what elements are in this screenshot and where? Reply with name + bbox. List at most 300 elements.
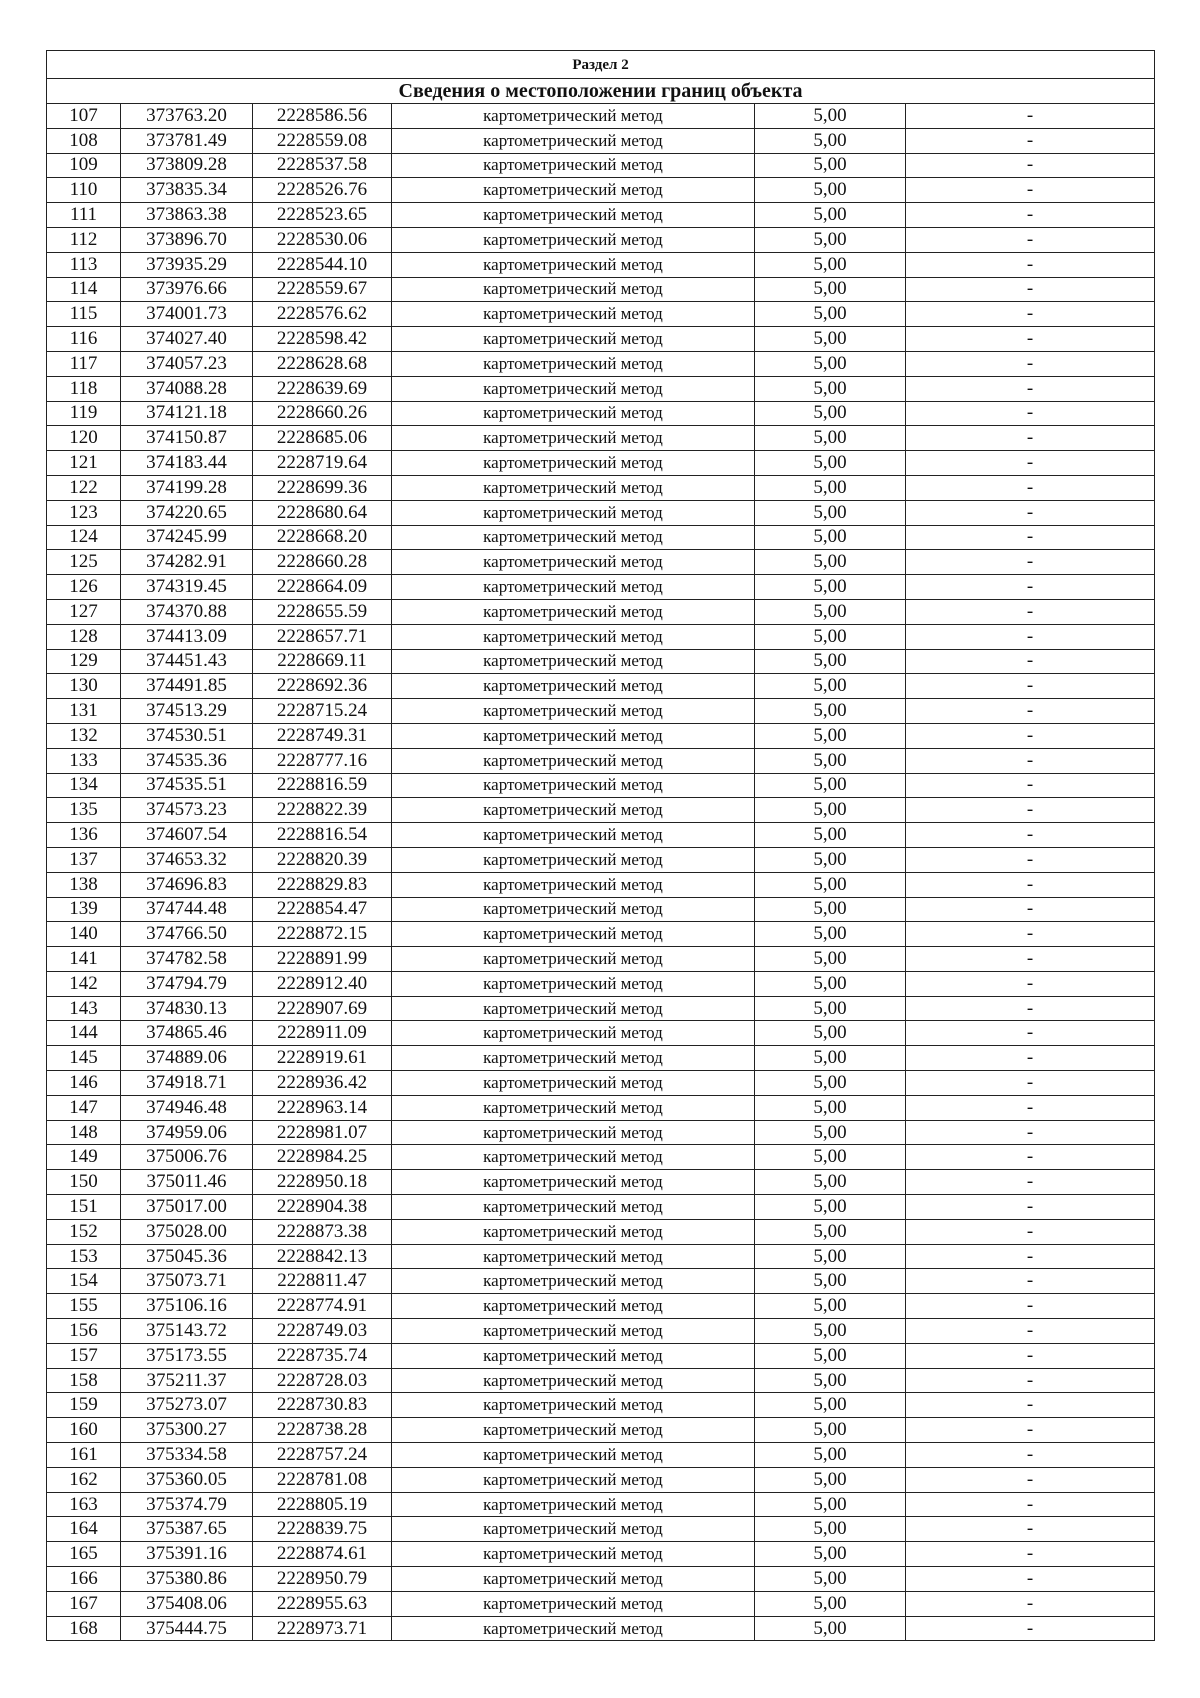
- x-coordinate-cell: 374057.23: [121, 351, 253, 376]
- point-number-cell: 164: [47, 1517, 121, 1542]
- point-number-cell: 152: [47, 1219, 121, 1244]
- description-cell: -: [906, 153, 1155, 178]
- accuracy-cell: 5,00: [755, 674, 906, 699]
- table-row: [47, 1269, 1155, 1294]
- table-row: [47, 1567, 1155, 1592]
- description-cell: -: [906, 922, 1155, 947]
- table-row: [47, 872, 1155, 897]
- x-coordinate-cell: 375444.75: [121, 1616, 253, 1641]
- accuracy-cell: 5,00: [755, 1269, 906, 1294]
- table-row: [47, 723, 1155, 748]
- table-row: [47, 798, 1155, 823]
- method-cell: картометрический метод: [392, 1095, 755, 1120]
- point-number-cell: 122: [47, 475, 121, 500]
- y-coordinate-cell: 2228829.83: [253, 872, 392, 897]
- description-cell: -: [906, 104, 1155, 129]
- description-cell: -: [906, 748, 1155, 773]
- y-coordinate-cell: 2228628.68: [253, 351, 392, 376]
- y-coordinate-cell: 2228692.36: [253, 674, 392, 699]
- table-row: [47, 302, 1155, 327]
- point-number-cell: 142: [47, 971, 121, 996]
- accuracy-cell: 5,00: [755, 897, 906, 922]
- point-number-cell: 168: [47, 1616, 121, 1641]
- y-coordinate-cell: 2228639.69: [253, 376, 392, 401]
- accuracy-cell: 5,00: [755, 947, 906, 972]
- method-cell: картометрический метод: [392, 1269, 755, 1294]
- x-coordinate-cell: 375006.76: [121, 1145, 253, 1170]
- point-number-cell: 148: [47, 1120, 121, 1145]
- table-row: [47, 1046, 1155, 1071]
- table-row: [47, 624, 1155, 649]
- point-number-cell: 141: [47, 947, 121, 972]
- description-cell: -: [906, 203, 1155, 228]
- description-cell: -: [906, 1195, 1155, 1220]
- method-cell: картометрический метод: [392, 550, 755, 575]
- y-coordinate-cell: 2228598.42: [253, 327, 392, 352]
- method-cell: картометрический метод: [392, 475, 755, 500]
- description-cell: -: [906, 1492, 1155, 1517]
- description-cell: -: [906, 426, 1155, 451]
- table-row: [47, 451, 1155, 476]
- x-coordinate-cell: 374513.29: [121, 699, 253, 724]
- accuracy-cell: 5,00: [755, 1195, 906, 1220]
- table-row: [47, 1616, 1155, 1641]
- method-cell: картометрический метод: [392, 575, 755, 600]
- table-row: [47, 500, 1155, 525]
- description-cell: -: [906, 1467, 1155, 1492]
- y-coordinate-cell: 2228912.40: [253, 971, 392, 996]
- x-coordinate-cell: 374220.65: [121, 500, 253, 525]
- y-coordinate-cell: 2228842.13: [253, 1244, 392, 1269]
- description-cell: -: [906, 1120, 1155, 1145]
- accuracy-cell: 5,00: [755, 599, 906, 624]
- accuracy-cell: 5,00: [755, 798, 906, 823]
- x-coordinate-cell: 374370.88: [121, 599, 253, 624]
- description-cell: -: [906, 897, 1155, 922]
- accuracy-cell: 5,00: [755, 178, 906, 203]
- method-cell: картометрический метод: [392, 897, 755, 922]
- point-number-cell: 163: [47, 1492, 121, 1517]
- method-cell: картометрический метод: [392, 649, 755, 674]
- y-coordinate-cell: 2228523.65: [253, 203, 392, 228]
- accuracy-cell: 5,00: [755, 227, 906, 252]
- description-cell: -: [906, 699, 1155, 724]
- method-cell: картометрический метод: [392, 1492, 755, 1517]
- y-coordinate-cell: 2228559.67: [253, 277, 392, 302]
- y-coordinate-cell: 2228660.28: [253, 550, 392, 575]
- table-row: [47, 1071, 1155, 1096]
- y-coordinate-cell: 2228774.91: [253, 1294, 392, 1319]
- method-cell: картометрический метод: [392, 104, 755, 129]
- x-coordinate-cell: 374535.36: [121, 748, 253, 773]
- table-row: [47, 1591, 1155, 1616]
- accuracy-cell: 5,00: [755, 1219, 906, 1244]
- description-cell: -: [906, 674, 1155, 699]
- accuracy-cell: 5,00: [755, 475, 906, 500]
- x-coordinate-cell: 374088.28: [121, 376, 253, 401]
- y-coordinate-cell: 2228749.31: [253, 723, 392, 748]
- method-cell: картометрический метод: [392, 302, 755, 327]
- accuracy-cell: 5,00: [755, 153, 906, 178]
- point-number-cell: 121: [47, 451, 121, 476]
- description-cell: -: [906, 1294, 1155, 1319]
- point-number-cell: 134: [47, 773, 121, 798]
- y-coordinate-cell: 2228777.16: [253, 748, 392, 773]
- table-row: [47, 1467, 1155, 1492]
- description-cell: -: [906, 1071, 1155, 1096]
- description-cell: -: [906, 351, 1155, 376]
- table-row: [47, 699, 1155, 724]
- table-row: [47, 376, 1155, 401]
- method-cell: картометрический метод: [392, 1319, 755, 1344]
- point-number-cell: 146: [47, 1071, 121, 1096]
- description-cell: -: [906, 1567, 1155, 1592]
- y-coordinate-cell: 2228950.18: [253, 1170, 392, 1195]
- y-coordinate-cell: 2228757.24: [253, 1443, 392, 1468]
- boundary-coordinates-table: [46, 50, 1155, 1641]
- point-number-cell: 133: [47, 748, 121, 773]
- y-coordinate-cell: 2228891.99: [253, 947, 392, 972]
- method-cell: картометрический метод: [392, 1120, 755, 1145]
- x-coordinate-cell: 375173.55: [121, 1343, 253, 1368]
- point-number-cell: 112: [47, 227, 121, 252]
- description-cell: -: [906, 451, 1155, 476]
- method-cell: картометрический метод: [392, 872, 755, 897]
- y-coordinate-cell: 2228526.76: [253, 178, 392, 203]
- accuracy-cell: 5,00: [755, 1294, 906, 1319]
- description-cell: -: [906, 1219, 1155, 1244]
- point-number-cell: 125: [47, 550, 121, 575]
- accuracy-cell: 5,00: [755, 1467, 906, 1492]
- y-coordinate-cell: 2228749.03: [253, 1319, 392, 1344]
- table-row: [47, 1393, 1155, 1418]
- x-coordinate-cell: 375211.37: [121, 1368, 253, 1393]
- x-coordinate-cell: 373781.49: [121, 128, 253, 153]
- point-number-cell: 131: [47, 699, 121, 724]
- description-cell: -: [906, 178, 1155, 203]
- table-row: [47, 351, 1155, 376]
- x-coordinate-cell: 374245.99: [121, 525, 253, 550]
- accuracy-cell: 5,00: [755, 104, 906, 129]
- accuracy-cell: 5,00: [755, 128, 906, 153]
- table-row: [47, 1343, 1155, 1368]
- point-number-cell: 155: [47, 1294, 121, 1319]
- description-cell: -: [906, 1443, 1155, 1468]
- y-coordinate-cell: 2228544.10: [253, 252, 392, 277]
- y-coordinate-cell: 2228873.38: [253, 1219, 392, 1244]
- x-coordinate-cell: 374150.87: [121, 426, 253, 451]
- x-coordinate-cell: 374946.48: [121, 1095, 253, 1120]
- method-cell: картометрический метод: [392, 996, 755, 1021]
- method-cell: картометрический метод: [392, 922, 755, 947]
- x-coordinate-cell: 373935.29: [121, 252, 253, 277]
- accuracy-cell: 5,00: [755, 1120, 906, 1145]
- method-cell: картометрический метод: [392, 500, 755, 525]
- y-coordinate-cell: 2228984.25: [253, 1145, 392, 1170]
- method-cell: картометрический метод: [392, 1244, 755, 1269]
- point-number-cell: 128: [47, 624, 121, 649]
- description-cell: -: [906, 302, 1155, 327]
- accuracy-cell: 5,00: [755, 1542, 906, 1567]
- table-row: [47, 1219, 1155, 1244]
- method-cell: картометрический метод: [392, 1071, 755, 1096]
- x-coordinate-cell: 374027.40: [121, 327, 253, 352]
- description-cell: -: [906, 252, 1155, 277]
- method-cell: картометрический метод: [392, 1443, 755, 1468]
- table-row: [47, 1021, 1155, 1046]
- accuracy-cell: 5,00: [755, 823, 906, 848]
- table-row: [47, 674, 1155, 699]
- document-page: [46, 50, 1154, 1641]
- point-number-cell: 123: [47, 500, 121, 525]
- point-number-cell: 130: [47, 674, 121, 699]
- y-coordinate-cell: 2228735.74: [253, 1343, 392, 1368]
- accuracy-cell: 5,00: [755, 922, 906, 947]
- x-coordinate-cell: 374183.44: [121, 451, 253, 476]
- method-cell: картометрический метод: [392, 1145, 755, 1170]
- y-coordinate-cell: 2228537.58: [253, 153, 392, 178]
- x-coordinate-cell: 374696.83: [121, 872, 253, 897]
- accuracy-cell: 5,00: [755, 1368, 906, 1393]
- point-number-cell: 143: [47, 996, 121, 1021]
- table-row: [47, 1170, 1155, 1195]
- point-number-cell: 137: [47, 847, 121, 872]
- point-number-cell: 153: [47, 1244, 121, 1269]
- point-number-cell: 145: [47, 1046, 121, 1071]
- description-cell: -: [906, 1343, 1155, 1368]
- description-cell: -: [906, 227, 1155, 252]
- accuracy-cell: 5,00: [755, 1145, 906, 1170]
- accuracy-cell: 5,00: [755, 723, 906, 748]
- x-coordinate-cell: 373809.28: [121, 153, 253, 178]
- table-row: [47, 599, 1155, 624]
- method-cell: картометрический метод: [392, 525, 755, 550]
- x-coordinate-cell: 375045.36: [121, 1244, 253, 1269]
- x-coordinate-cell: 375143.72: [121, 1319, 253, 1344]
- point-number-cell: 158: [47, 1368, 121, 1393]
- method-cell: картометрический метод: [392, 823, 755, 848]
- accuracy-cell: 5,00: [755, 575, 906, 600]
- y-coordinate-cell: 2228816.59: [253, 773, 392, 798]
- description-cell: -: [906, 1170, 1155, 1195]
- method-cell: картометрический метод: [392, 1616, 755, 1641]
- table-row: [47, 1319, 1155, 1344]
- accuracy-cell: 5,00: [755, 500, 906, 525]
- accuracy-cell: 5,00: [755, 1418, 906, 1443]
- table-row: [47, 1368, 1155, 1393]
- method-cell: картометрический метод: [392, 128, 755, 153]
- point-number-cell: 118: [47, 376, 121, 401]
- x-coordinate-cell: 373763.20: [121, 104, 253, 129]
- y-coordinate-cell: 2228811.47: [253, 1269, 392, 1294]
- point-number-cell: 135: [47, 798, 121, 823]
- x-coordinate-cell: 373863.38: [121, 203, 253, 228]
- table-row: [47, 649, 1155, 674]
- table-row: [47, 971, 1155, 996]
- point-number-cell: 161: [47, 1443, 121, 1468]
- table-row: [47, 1542, 1155, 1567]
- point-number-cell: 124: [47, 525, 121, 550]
- accuracy-cell: 5,00: [755, 1616, 906, 1641]
- table-row: [47, 128, 1155, 153]
- description-cell: -: [906, 1616, 1155, 1641]
- table-row: [47, 1517, 1155, 1542]
- point-number-cell: 116: [47, 327, 121, 352]
- y-coordinate-cell: 2228655.59: [253, 599, 392, 624]
- method-cell: картометрический метод: [392, 1046, 755, 1071]
- method-cell: картометрический метод: [392, 277, 755, 302]
- accuracy-cell: 5,00: [755, 1567, 906, 1592]
- x-coordinate-cell: 374535.51: [121, 773, 253, 798]
- x-coordinate-cell: 375374.79: [121, 1492, 253, 1517]
- description-cell: -: [906, 475, 1155, 500]
- point-number-cell: 120: [47, 426, 121, 451]
- x-coordinate-cell: 374121.18: [121, 401, 253, 426]
- accuracy-cell: 5,00: [755, 203, 906, 228]
- description-cell: -: [906, 327, 1155, 352]
- x-coordinate-cell: 375273.07: [121, 1393, 253, 1418]
- y-coordinate-cell: 2228973.71: [253, 1616, 392, 1641]
- x-coordinate-cell: 375106.16: [121, 1294, 253, 1319]
- table-row: [47, 1492, 1155, 1517]
- description-cell: -: [906, 401, 1155, 426]
- y-coordinate-cell: 2228719.64: [253, 451, 392, 476]
- accuracy-cell: 5,00: [755, 1170, 906, 1195]
- accuracy-cell: 5,00: [755, 699, 906, 724]
- point-number-cell: 108: [47, 128, 121, 153]
- accuracy-cell: 5,00: [755, 1095, 906, 1120]
- accuracy-cell: 5,00: [755, 1393, 906, 1418]
- point-number-cell: 126: [47, 575, 121, 600]
- y-coordinate-cell: 2228822.39: [253, 798, 392, 823]
- point-number-cell: 139: [47, 897, 121, 922]
- table-row: [47, 277, 1155, 302]
- description-cell: -: [906, 128, 1155, 153]
- method-cell: картометрический метод: [392, 203, 755, 228]
- accuracy-cell: 5,00: [755, 748, 906, 773]
- method-cell: картометрический метод: [392, 674, 755, 699]
- point-number-cell: 150: [47, 1170, 121, 1195]
- method-cell: картометрический метод: [392, 699, 755, 724]
- description-cell: -: [906, 1046, 1155, 1071]
- x-coordinate-cell: 374573.23: [121, 798, 253, 823]
- x-coordinate-cell: 374766.50: [121, 922, 253, 947]
- table-row: [47, 922, 1155, 947]
- table-row: [47, 178, 1155, 203]
- point-number-cell: 156: [47, 1319, 121, 1344]
- method-cell: картометрический метод: [392, 599, 755, 624]
- method-cell: картометрический метод: [392, 798, 755, 823]
- y-coordinate-cell: 2228781.08: [253, 1467, 392, 1492]
- x-coordinate-cell: 374744.48: [121, 897, 253, 922]
- point-number-cell: 162: [47, 1467, 121, 1492]
- table-title: Сведения о местоположении границ объекта: [47, 79, 1155, 104]
- y-coordinate-cell: 2228963.14: [253, 1095, 392, 1120]
- x-coordinate-cell: 375380.86: [121, 1567, 253, 1592]
- accuracy-cell: 5,00: [755, 1046, 906, 1071]
- accuracy-cell: 5,00: [755, 624, 906, 649]
- x-coordinate-cell: 374001.73: [121, 302, 253, 327]
- point-number-cell: 166: [47, 1567, 121, 1592]
- accuracy-cell: 5,00: [755, 1591, 906, 1616]
- y-coordinate-cell: 2228715.24: [253, 699, 392, 724]
- accuracy-cell: 5,00: [755, 649, 906, 674]
- x-coordinate-cell: 375017.00: [121, 1195, 253, 1220]
- point-number-cell: 159: [47, 1393, 121, 1418]
- y-coordinate-cell: 2228668.20: [253, 525, 392, 550]
- method-cell: картометрический метод: [392, 1021, 755, 1046]
- method-cell: картометрический метод: [392, 1542, 755, 1567]
- table-row: [47, 773, 1155, 798]
- x-coordinate-cell: 373835.34: [121, 178, 253, 203]
- y-coordinate-cell: 2228936.42: [253, 1071, 392, 1096]
- y-coordinate-cell: 2228660.26: [253, 401, 392, 426]
- description-cell: -: [906, 500, 1155, 525]
- point-number-cell: 140: [47, 922, 121, 947]
- y-coordinate-cell: 2228664.09: [253, 575, 392, 600]
- y-coordinate-cell: 2228669.11: [253, 649, 392, 674]
- accuracy-cell: 5,00: [755, 1071, 906, 1096]
- accuracy-cell: 5,00: [755, 1517, 906, 1542]
- method-cell: картометрический метод: [392, 1343, 755, 1368]
- y-coordinate-cell: 2228576.62: [253, 302, 392, 327]
- table-row: [47, 401, 1155, 426]
- description-cell: -: [906, 277, 1155, 302]
- x-coordinate-cell: 374959.06: [121, 1120, 253, 1145]
- point-number-cell: 138: [47, 872, 121, 897]
- table-row: [47, 1294, 1155, 1319]
- description-cell: -: [906, 947, 1155, 972]
- y-coordinate-cell: 2228839.75: [253, 1517, 392, 1542]
- method-cell: картометрический метод: [392, 1567, 755, 1592]
- table-row: [47, 252, 1155, 277]
- description-cell: -: [906, 525, 1155, 550]
- method-cell: картометрический метод: [392, 748, 755, 773]
- x-coordinate-cell: 375391.16: [121, 1542, 253, 1567]
- y-coordinate-cell: 2228950.79: [253, 1567, 392, 1592]
- x-coordinate-cell: 374830.13: [121, 996, 253, 1021]
- y-coordinate-cell: 2228854.47: [253, 897, 392, 922]
- table-row: [47, 227, 1155, 252]
- x-coordinate-cell: 374282.91: [121, 550, 253, 575]
- point-number-cell: 147: [47, 1095, 121, 1120]
- x-coordinate-cell: 375334.58: [121, 1443, 253, 1468]
- section-header-row: [47, 51, 1155, 79]
- accuracy-cell: 5,00: [755, 1319, 906, 1344]
- description-cell: -: [906, 847, 1155, 872]
- method-cell: картометрический метод: [392, 401, 755, 426]
- y-coordinate-cell: 2228955.63: [253, 1591, 392, 1616]
- y-coordinate-cell: 2228907.69: [253, 996, 392, 1021]
- description-cell: -: [906, 723, 1155, 748]
- method-cell: картометрический метод: [392, 624, 755, 649]
- x-coordinate-cell: 374653.32: [121, 847, 253, 872]
- method-cell: картометрический метод: [392, 1195, 755, 1220]
- point-number-cell: 119: [47, 401, 121, 426]
- x-coordinate-cell: 375360.05: [121, 1467, 253, 1492]
- x-coordinate-cell: 374451.43: [121, 649, 253, 674]
- accuracy-cell: 5,00: [755, 971, 906, 996]
- method-cell: картометрический метод: [392, 178, 755, 203]
- method-cell: картометрический метод: [392, 1467, 755, 1492]
- x-coordinate-cell: 374413.09: [121, 624, 253, 649]
- y-coordinate-cell: 2228685.06: [253, 426, 392, 451]
- table-row: [47, 1095, 1155, 1120]
- y-coordinate-cell: 2228911.09: [253, 1021, 392, 1046]
- y-coordinate-cell: 2228981.07: [253, 1120, 392, 1145]
- accuracy-cell: 5,00: [755, 1443, 906, 1468]
- description-cell: -: [906, 1517, 1155, 1542]
